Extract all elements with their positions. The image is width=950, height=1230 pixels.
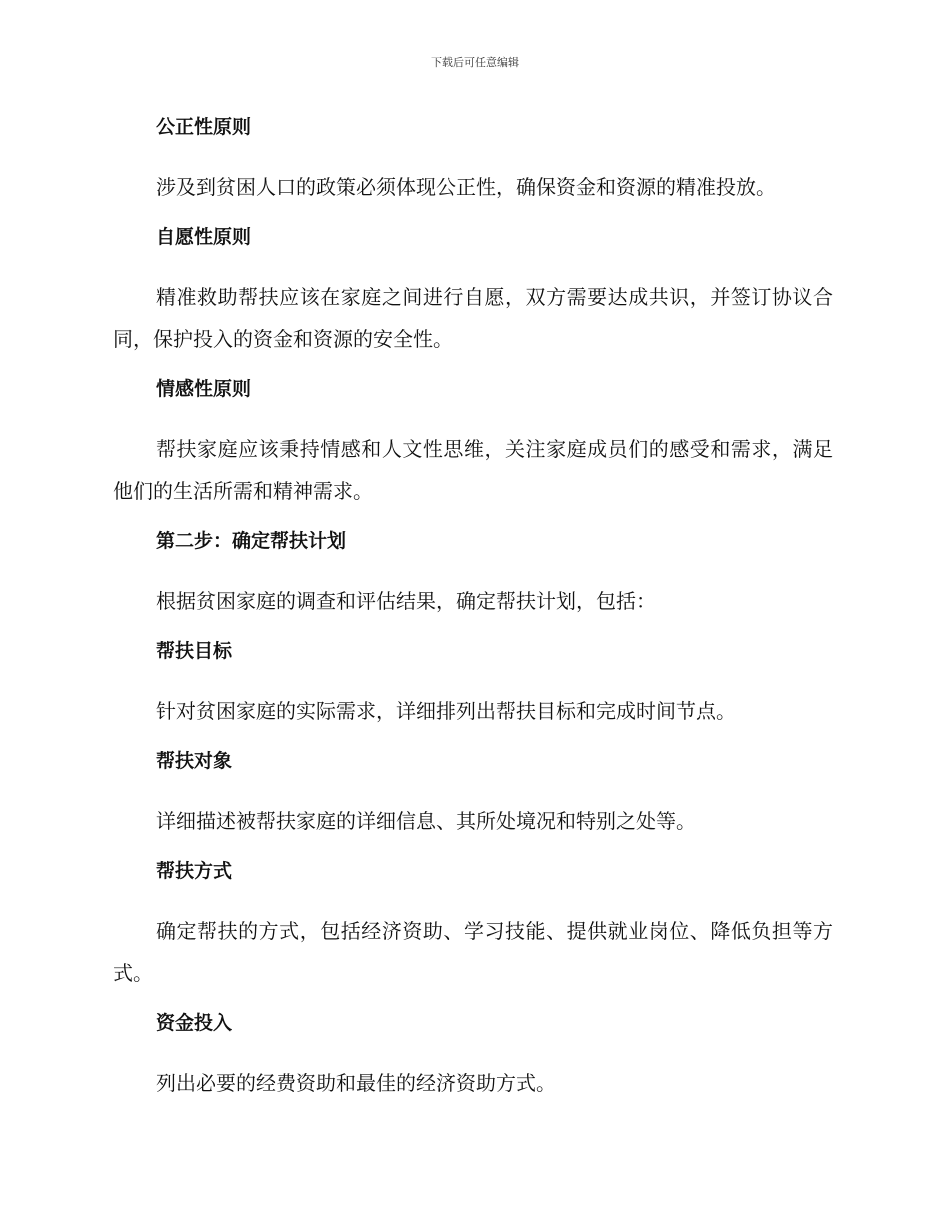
section-heading-funding: 资金投入 <box>156 1012 233 1034</box>
section-heading-goals: 帮扶目标 <box>156 640 233 662</box>
paragraph-step-two: 根据贫困家庭的调查和评估结果，确定帮扶计划，包括： <box>156 589 656 613</box>
section-heading-targets: 帮扶对象 <box>156 750 233 772</box>
section-heading-voluntary: 自愿性原则 <box>156 226 252 248</box>
paragraph-targets: 详细描述被帮扶家庭的详细信息、其所处境况和特别之处等。 <box>156 809 696 833</box>
paragraph-goals: 针对贫困家庭的实际需求，详细排列出帮扶目标和完成时间节点。 <box>156 699 736 723</box>
section-heading-fairness: 公正性原则 <box>156 116 252 138</box>
page-header-note: 下载后可任意编辑 <box>431 56 519 69</box>
paragraph-funding: 列出必要的经费资助和最佳的经济资助方式。 <box>156 1071 556 1095</box>
section-heading-methods: 帮扶方式 <box>156 860 233 882</box>
paragraph-methods: 确定帮扶的方式，包括经济资助、学习技能、提供就业岗位、降低负担等方式。 <box>113 919 833 985</box>
paragraph-emotional: 帮扶家庭应该秉持情感和人文性思维，关注家庭成员们的感受和需求，满足他们的生活所需和精神需求。 <box>113 437 833 503</box>
paragraph-voluntary: 精准救助帮扶应该在家庭之间进行自愿，双方需要达成共识，并签订协议合同，保护投入的资金和资源的安全性。 <box>113 285 833 351</box>
section-heading-emotional: 情感性原则 <box>156 378 252 400</box>
document-body <box>113 112 833 1118</box>
paragraph-fairness: 涉及到贫困人口的政策必须体现公正性，确保资金和资源的精准投放。 <box>156 175 776 199</box>
section-heading-step-two: 第二步：确定帮扶计划 <box>156 530 347 552</box>
